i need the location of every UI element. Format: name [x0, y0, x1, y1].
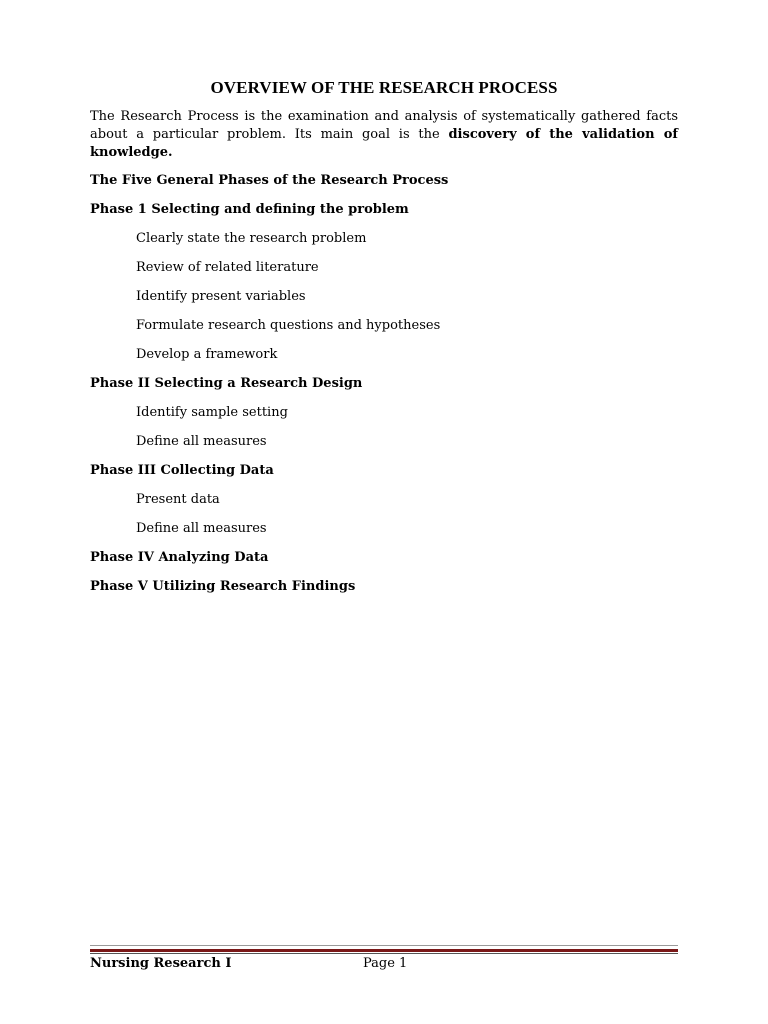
- phase-2-item: Define all measures: [136, 434, 267, 449]
- phase-1-item: Identify present variables: [136, 289, 306, 304]
- document-content: [90, 78, 678, 607]
- phase-1-item: Formulate research questions and hypotheses: [136, 318, 441, 333]
- intro-paragraph: [90, 108, 678, 162]
- phase-2-title: Phase II Selecting a Research Design: [90, 376, 363, 391]
- phase-3-item: Present data: [136, 492, 220, 507]
- phase-1-title: Phase 1 Selecting and defining the problem: [90, 202, 409, 217]
- page-title: OVERVIEW OF THE RESEARCH PROCESS: [210, 78, 558, 97]
- footer-course-name: Nursing Research I: [90, 956, 232, 971]
- phase-1-item: Review of related literature: [136, 260, 319, 275]
- phase-1-item: Develop a framework: [136, 347, 278, 362]
- footer-divider: [90, 949, 678, 952]
- footer-page-number: Page 1: [363, 956, 408, 971]
- phase-4-title: Phase IV Analyzing Data: [90, 550, 269, 565]
- intro-bold-text: discovery of the validation of knowledge.: [90, 127, 678, 160]
- phases-heading: The Five General Phases of the Research Process: [90, 173, 449, 188]
- footer-divider-underline: [90, 953, 678, 954]
- footer-divider-thin: [90, 945, 678, 946]
- phase-2-item: Identify sample setting: [136, 405, 288, 420]
- phase-1-item: Clearly state the research problem: [136, 231, 367, 246]
- phase-3-item: Define all measures: [136, 521, 267, 536]
- intro-text: The Research Process is the examination and analysis of systematically gathered facts about a particular problem. Its main goal is the: [90, 109, 678, 142]
- phase-5-title: Phase V Utilizing Research Findings: [90, 579, 356, 594]
- phase-3-title: Phase III Collecting Data: [90, 463, 274, 478]
